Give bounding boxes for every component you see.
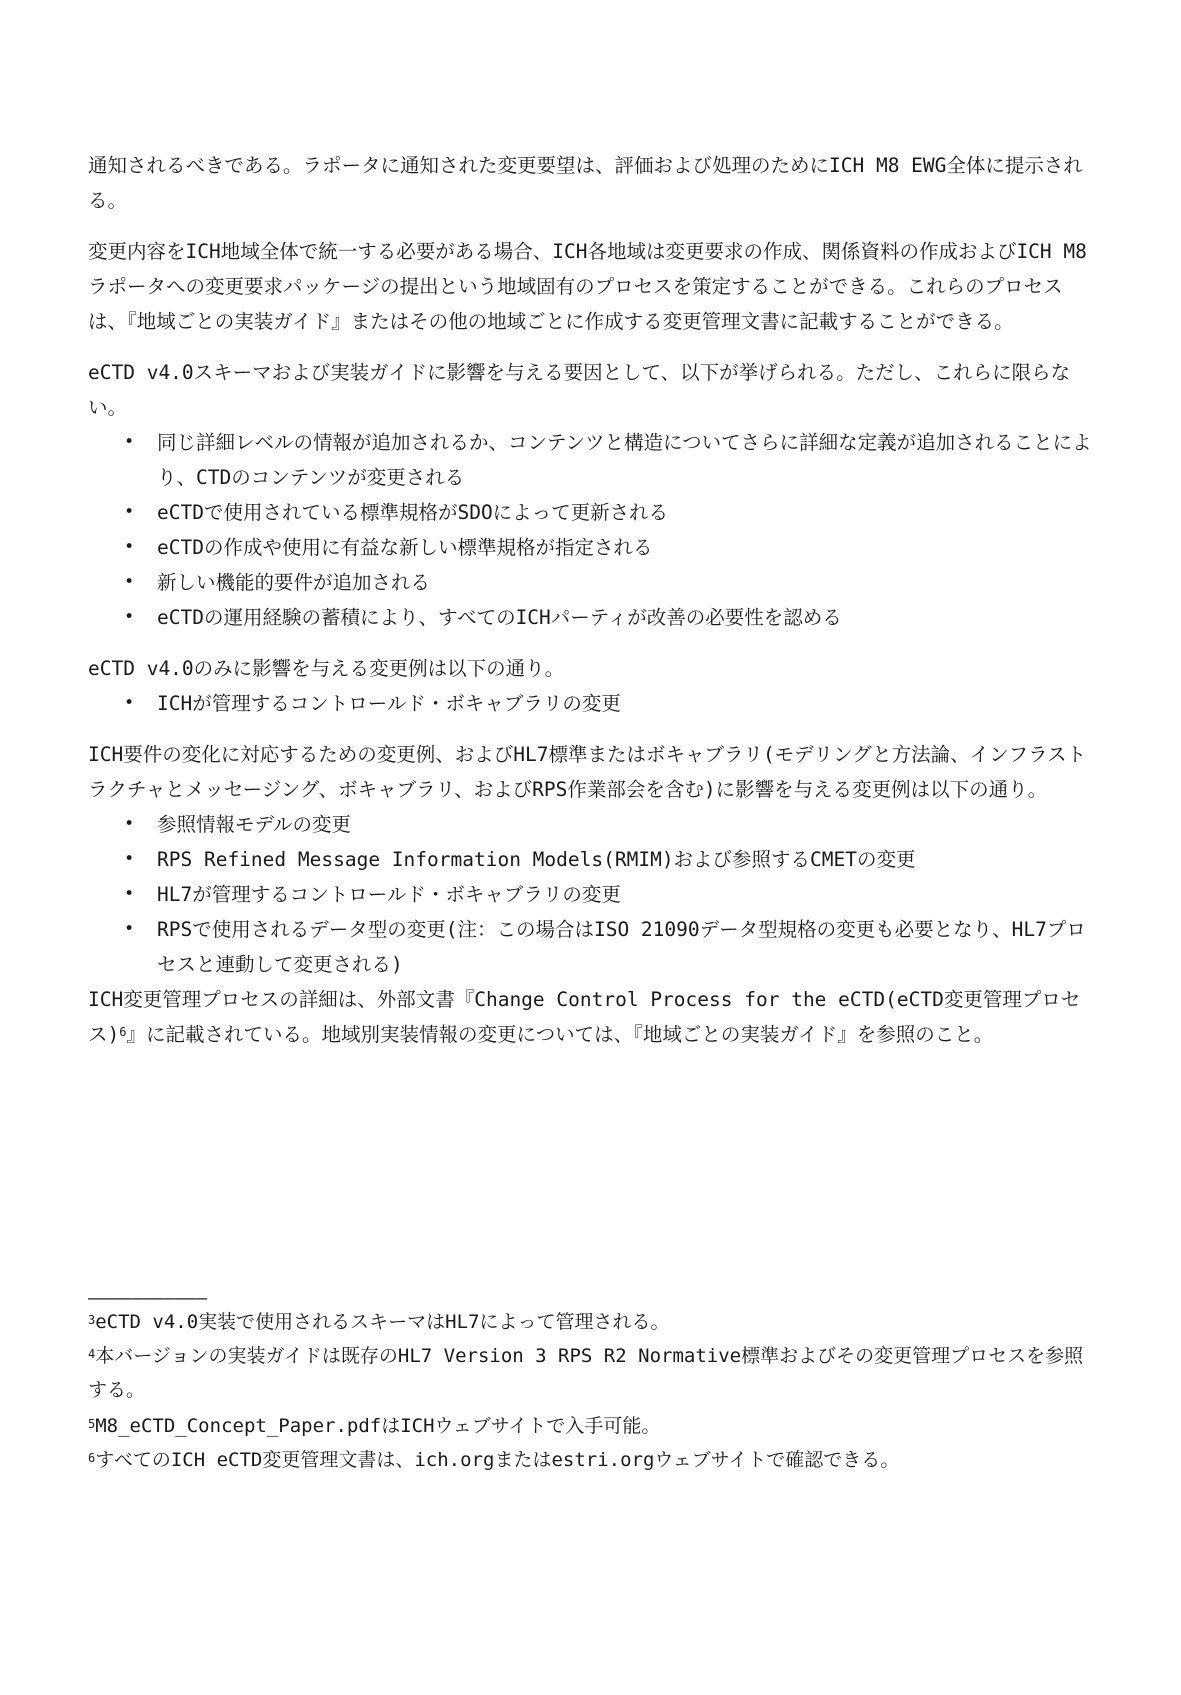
bullet-icon: •	[124, 607, 135, 627]
footnote-text: eCTD v4.0実装で使用されるスキーマはHL7によって管理される。	[95, 1311, 670, 1333]
list-item: • 参照情報モデルの変更	[88, 807, 1093, 842]
list-item: • ICHが管理するコントロールド・ボキャブラリの変更	[88, 686, 1093, 721]
footnote-separator: ―――――――――――	[88, 1288, 208, 1309]
list-item: • RPSで使用されるデータ型の変更(注：この場合はISO 21090データ型規格の変更も必要となり、HL7プロセスと連動して変更される)	[88, 912, 1093, 982]
bullet-icon: •	[124, 814, 135, 834]
list-item: • eCTDで使用されている標準規格がSDOによって更新される	[88, 495, 1093, 530]
bullet-icon: •	[124, 537, 135, 557]
footnote-3	[88, 1305, 1093, 1339]
list-item: • HL7が管理するコントロールド・ボキャブラリの変更	[88, 877, 1093, 912]
hl7-changes-list	[88, 807, 1093, 982]
bullet-icon: •	[124, 432, 135, 452]
bullet-icon: •	[124, 849, 135, 869]
paragraph-ectd-only-changes: eCTD v4.0のみに影響を与える変更例は以下の通り。	[88, 657, 565, 680]
paragraph-change-control-details: ICH変更管理プロセスの詳細は、外部文書『Change Control Process for the eCTD(eCTD変更管理プロセス)$^6$』に記載されている。地域別実装情報の変更については、『地域ごとの実装ガイド』を参照のこと。	[88, 988, 1081, 1046]
footnote-number: 5	[88, 1417, 96, 1431]
bullet-icon: •	[124, 572, 135, 592]
footnote-number: 3	[88, 1313, 96, 1327]
paragraph-regional-process: 変更内容をICH地域全体で統一する必要がある場合、ICH各地域は変更要求の作成、関係資料の作成およびICH M8 ラポータへの変更要求パッケージの提出という地域固有のプロセスを策定することができる。これらのプロセスは、『地域ごとの実装ガイド』またはその他の地域ごとに作成する変更管理文書に記載することができる。	[88, 240, 1087, 333]
footnote-text: M8_eCTD_Concept_Paper.pdfはICHウェブサイトで入手可能。	[95, 1415, 661, 1437]
footnote-5	[88, 1409, 1093, 1443]
footnote-ref: 6	[119, 1025, 127, 1039]
footnote-4	[88, 1339, 1093, 1407]
list-item: • RPS Refined Message Information Models(RMIM)および参照するCMETの変更	[88, 842, 1093, 877]
bullet-icon: •	[124, 693, 135, 713]
footnote-text: 本バージョンの実装ガイドは既存のHL7 Version 3 RPS R2 Normative標準およびその変更管理プロセスを参照する。	[88, 1345, 1084, 1401]
list-item: • eCTDの作成や使用に有益な新しい標準規格が指定される	[88, 530, 1093, 565]
footnote-number: 6	[88, 1451, 96, 1465]
bullet-icon: •	[124, 502, 135, 522]
list-item: • eCTDの運用経験の蓄積により、すべてのICHパーティが改善の必要性を認める	[88, 600, 1093, 635]
paragraph-hl7-changes: ICH要件の変化に対応するための変更例、およびHL7標準またはボキャブラリ(モデリングと方法論、インフラストラクチャとメッセージング、ボキャブラリ、およびRPS作業部会を含む)に影響を与える変更例は以下の通り。	[88, 743, 1087, 801]
impact-factors-list	[88, 425, 1093, 635]
footnote-text: すべてのICH eCTD変更管理文書は、ich.orgまたはestri.orgウェブサイトで確認できる。	[95, 1449, 900, 1471]
paragraph-change-request-notice: 通知されるべきである。ラポータに通知された変更要望は、評価および処理のためにICH M8 EWG全体に提示される。	[88, 154, 1083, 212]
ectd-only-changes-list	[88, 686, 1093, 721]
bullet-icon: •	[124, 919, 135, 939]
bullet-icon: •	[124, 884, 135, 904]
document-body	[88, 148, 1093, 1052]
list-item: • 新しい機能的要件が追加される	[88, 565, 1093, 600]
list-item: • 同じ詳細レベルの情報が追加されるか、コンテンツと構造についてさらに詳細な定義が追加されることにより、CTDのコンテンツが変更される	[88, 425, 1093, 495]
footnote-number: 4	[88, 1347, 96, 1361]
paragraph-impact-factors: eCTD v4.0スキーマおよび実装ガイドに影響を与える要因として、以下が挙げられる。ただし、これらに限らない。	[88, 361, 1071, 419]
footnote-6	[88, 1443, 1093, 1477]
